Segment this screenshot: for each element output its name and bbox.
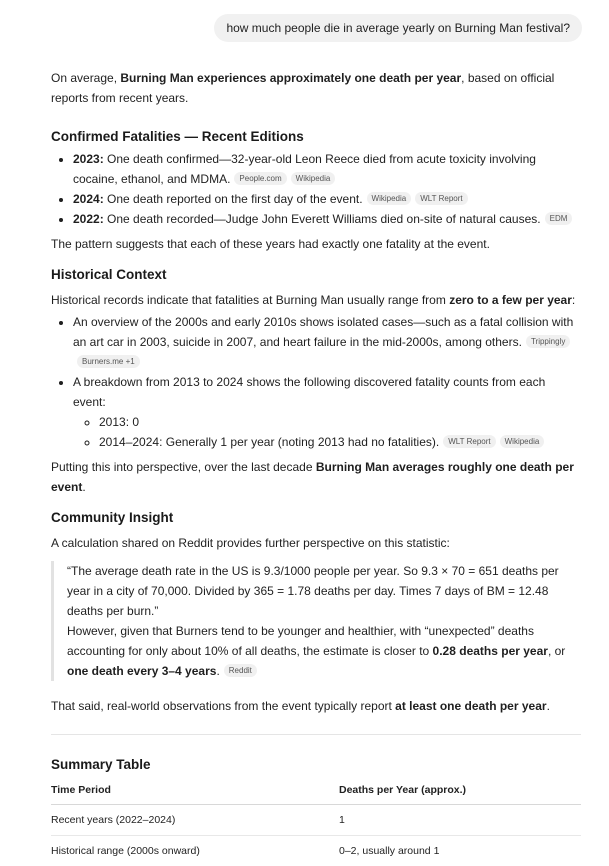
source-chip[interactable]: Wikipedia [500,435,545,448]
section-heading-summary: Summary Table [51,755,581,775]
intro-paragraph: On average, Burning Man experiences approximately one death per year, based on official reports from recent years. [51,68,581,108]
list-item: • 2023: One death confirmed—32-year-old Leon Reece died from acute toxicity involving cocaine, ethanol, and MDMA. People.com Wikipedia [73,149,581,189]
column-header: Deaths per Year (approx.) [339,778,581,805]
source-chip[interactable]: EDM [545,212,573,225]
history-list [51,312,581,452]
table-row [51,805,581,836]
fatalities-list [51,149,581,229]
sublist-item: ◦ 2014–2024: Generally 1 per year (noting 2013 had no fatalities). WLT Report Wikipedia [99,432,581,452]
table-header-row [51,778,581,805]
section-heading-history: Historical Context [51,265,581,285]
assistant-response [51,68,581,866]
community-intro: A calculation shared on Reddit provides further perspective on this statistic: [51,533,581,553]
history-sublist [73,412,581,452]
quote-paragraph: However, given that Burners tend to be younger and healthier, with “unexpected” deaths accounting for only about 10% of all deaths, the estimate is closer to 0.28 deaths per year, or one death every 3–4 years. Reddit [67,621,581,681]
section-heading-community: Community Insight [51,508,581,528]
source-chip[interactable]: Wikipedia [291,172,336,185]
source-chip[interactable]: WLT Report [443,435,495,448]
user-message-text: how much people die in average yearly on Burning Man festival? [226,21,570,35]
table-cell: 0–2, usually around 1 [339,836,581,866]
column-header: Time Period [51,778,339,805]
table-cell: 1 [339,805,581,836]
source-chip[interactable]: Trippingly [526,335,570,348]
summary-table [51,778,581,866]
fatalities-summary: The pattern suggests that each of these years had exactly one fatality at the event. [51,234,581,254]
list-item: • 2024: One death reported on the first day of the event. Wikipedia WLT Report [73,189,581,209]
section-divider [51,734,581,735]
source-chip[interactable]: Wikipedia [367,192,412,205]
sublist-item: ◦ 2013: 0 [99,412,581,432]
history-outro: Putting this into perspective, over the last decade Burning Man averages roughly one death per event. [51,457,581,497]
source-chip[interactable]: Reddit [224,664,257,677]
list-item: • A breakdown from 2013 to 2024 shows the following discovered fatality counts from each event: ◦ 2013: 0 ◦ 2014–2024: Generally 1 per year (noting 2013 had no fatalities). WLT Report Wikipedia [73,372,581,452]
source-chip[interactable]: Burners.me +1 [77,355,140,368]
list-item: • An overview of the 2000s and early 2010s shows isolated cases—such as a fatal collision with an art car in 2003, suicide in 2007, and heart failure in the mid-2000s, among others. TrippinglyBurners.me +1 [73,312,581,372]
table-row [51,836,581,866]
source-chip[interactable]: People.com [234,172,286,185]
reddit-quote [51,561,581,681]
quote-paragraph: “The average death rate in the US is 9.3/1000 people per year. So 9.3 × 70 = 651 deaths per year in a city of 70,000. Divided by 365 = 1.78 deaths per day. Times 7 days of BM = 12.48 deaths per burn.” [67,561,581,621]
table-cell: Historical range (2000s onward) [51,836,339,866]
history-intro: Historical records indicate that fatalities at Burning Man usually range from zero to a few per year: [51,290,581,310]
community-outro: That said, real-world observations from the event typically report at least one death per year. [51,696,581,716]
table-cell: Recent years (2022–2024) [51,805,339,836]
source-chip[interactable]: WLT Report [415,192,467,205]
section-heading-fatalities: Confirmed Fatalities — Recent Editions [51,127,581,147]
user-message-bubble [214,14,582,42]
list-item: • 2022: One death recorded—Judge John Everett Williams died on-site of natural causes. EDM [73,209,581,229]
